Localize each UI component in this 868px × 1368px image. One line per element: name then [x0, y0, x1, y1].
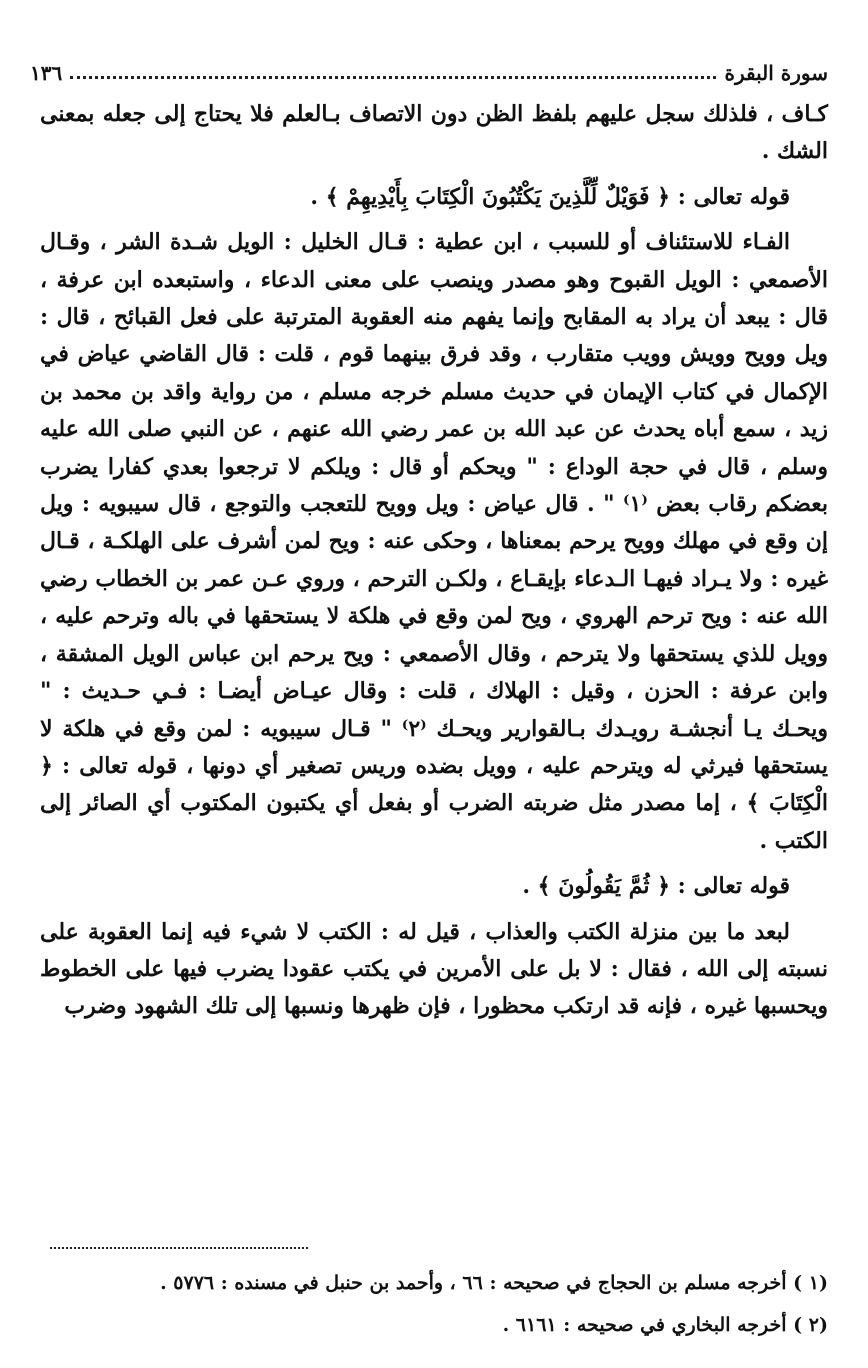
- surah-title: سورة البقرة: [724, 61, 828, 85]
- footnotes: [40, 1262, 828, 1346]
- paragraph-1: كـاف ، فلذلك سجل عليهم بلفظ الظن دون الاتصاف بـالعلم فلا يحتاج إلى جعله بمعنى الشك .: [40, 101, 828, 165]
- footnote-2: (٢ ) أخرجه البخاري في صحيحه : ٦١٦١ .: [502, 1314, 828, 1336]
- page-number: ١٣٦: [30, 61, 63, 85]
- paragraph-3-commentary: الفـاء للاستئناف أو للسبب ، ابن عطية : قـال الخليل : الويل شـدة الشر ، وقـال الأصمعي : الويل القبوح وهو مصدر وينصب على معنى الدعاء ، واستبعده ابن عرفة ، قال : يبعد أن يراد به المقابح وإنما يفهم منه العقوبة المترتبة على فعل القبائح ، قال : ويل وويح وويش وويب متقارب ، وقد فرق بينهما قوم ، قلت : قال القاضي عياض في الإكمال في كتاب الإيمان في حديث مسلم خرجه مسلم ، من رواية واقد بن محمد بن زيد ، سمع أباه يحدث عن عبد الله بن عمر رضي الله عنهم ، عن النبي صلى الله عليه وسلم ، قال في حجة الوداع : " ويحكم أو قال : ويلكم لا ترجعوا بعدي كفارا يضرب بعضكم رقاب بعض ⁽١⁾ " . قال عياض : ويل وويح للتعجب والتوجع ، قال سيبويه : ويل إن وقع في مهلك وويح يرحم بمعناها ، وحكى عنه : ويح لمن أشرف على الهلكـة ، قـال غيره : ولا يـراد فيهـا الـدعاء بإيقـاع ، ولكـن الترحم ، وروي عـن عمر بن الخطاب رضي الله عنه : ويح ترحم الهروي ، ويح لمن وقع في هلكة لا يستحقها في باله وترحم عليه ، وويل للذي يستحقها ولا يترحم ، وقال الأصمعي : ويح يرحم ابن عباس الويل المشقة ، وابن عرفة : الحزن ، وقيل : الهلاك ، قلت : وقال عيـاض أيضـا : فـي حـديث : " ويحـك يـا أنجشـة رويـدك بـالقوارير ويحـك ⁽٢⁾ " قـال سيبويه : لمن وقع في هلكة لا يستحقها فيرثي له ويترحم عليه ، وويل بضده وريس تصغير أي دونها ، قوله تعالى : ﴿ الْكِتَابَ ﴾ ، إما مصدر مثل ضربته الضرب أو بفعل أي يكتبون المكتوب أي الصائر إلى الكتب .: [40, 229, 829, 854]
- paragraph-2-verse: قوله تعالى : ﴿ فَوَيْلٌ لِّلَّذِينَ يَكْتُبُونَ الْكِتَابَ بِأَيْدِيهِمْ ﴾ .: [310, 183, 790, 210]
- paragraph-5-commentary: لبعد ما بين منزلة الكتب والعذاب ، قيل له : الكتب لا شيء فيه إنما العقوبة على نسبته إلى الله ، فقال : لا بل على الأمرين في يكتب عقودا يضرب فيها على الخطوط ويحسبها غيره ، فإنه قد ارتكب محظورا ، فإن ظهرها ونسبها إلى تلك الشهود وضرب: [40, 918, 828, 1020]
- footnote-1: (١ ) أخرجه مسلم بن الحجاج في صحيحه : ٦٦ ، وأحمد بن حنبل في مسنده : ٥٧٧٦ .: [160, 1272, 828, 1294]
- header-dotted-rule: [70, 76, 716, 79]
- running-header: [30, 58, 828, 88]
- footnote-separator: [50, 1247, 308, 1249]
- paragraph-4-verse: قوله تعالى : ﴿ ثُمَّ يَقُولُونَ ﴾ .: [522, 873, 790, 900]
- main-text: [40, 96, 828, 1026]
